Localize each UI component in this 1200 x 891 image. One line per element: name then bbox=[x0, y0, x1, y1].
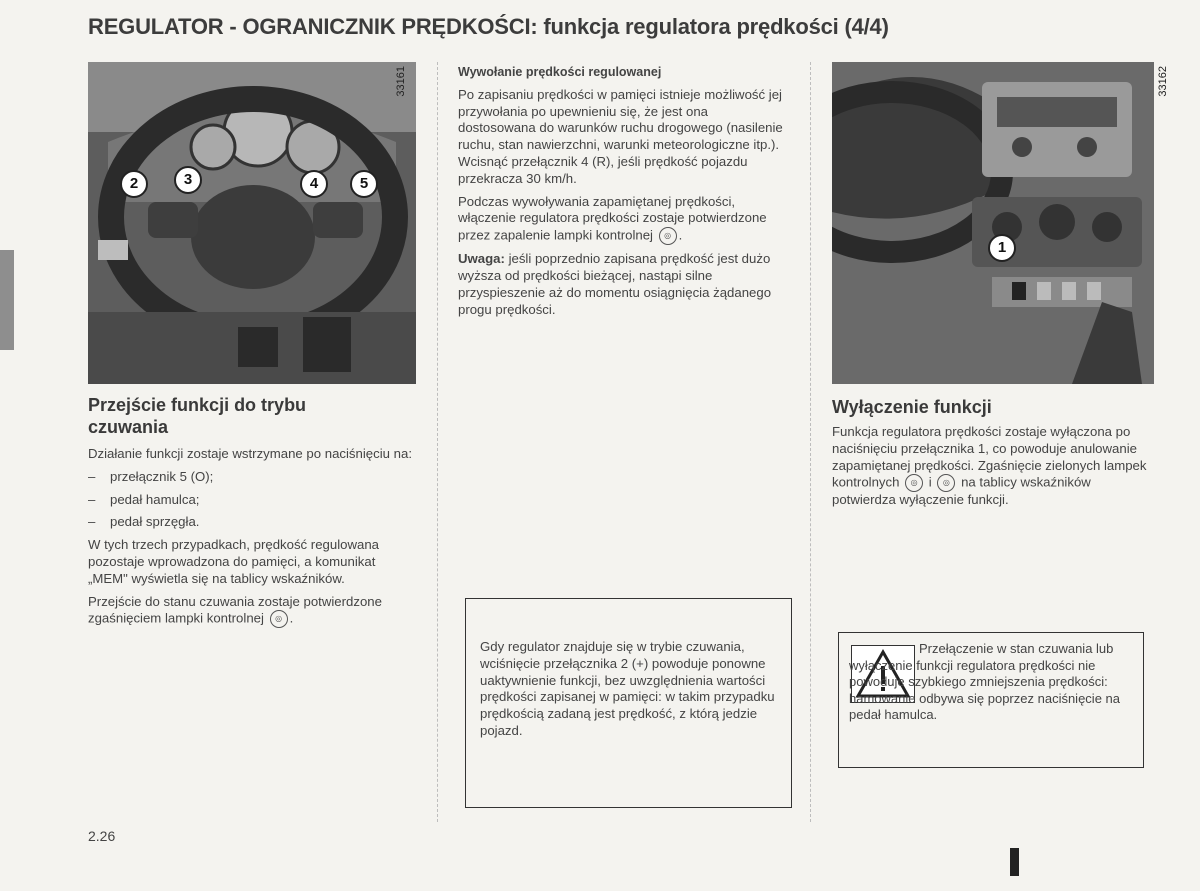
section-title-standby: Przejście funkcji do trybu czuwania bbox=[88, 395, 307, 437]
column-divider bbox=[810, 62, 811, 822]
info-box-text: Gdy regulator znajduje się w trybie czuwania, wciśnięcie przełącznika 2 (+) powoduje ponowne uaktywnienie funkcji, bez uwzględnienia wartości prędkości zapisanej w pamięci: w takim przypadku prędkością zadaną jest prędkość, z którą jedzie pojazd. bbox=[480, 639, 775, 738]
callout-3: 3 bbox=[174, 166, 202, 194]
list-item: – przełącznik 5 (O); bbox=[88, 468, 214, 484]
callout-5: 5 bbox=[350, 170, 378, 198]
standby-para2: Przejście do stanu czuwania zostaje potwierdzone zgaśnięciem lampki kontrolnej ◎ . bbox=[88, 594, 418, 629]
page-number: 2.26 bbox=[88, 828, 116, 844]
standby-intro: Działanie funkcji zostaje wstrzymane po naciśnięciu na: bbox=[88, 446, 412, 461]
standby-para1: W tych trzech przypadkach, prędkość regulowana pozostaje wprowadzona do pamięci, a komunikat „MEM" wyświetla się na tablicy wskaźników. bbox=[88, 537, 379, 586]
list-item: – pedał sprzęgła. bbox=[88, 514, 200, 530]
figure-code-left: 33161 bbox=[395, 66, 407, 97]
recall-note: Uwaga: jeśli poprzednio zapisana prędkość jest dużo wyższa od prędkości bieżącej, nastąpi silne przyspieszenie aż do momentu osiągnięcia żądanego progu prędkości. bbox=[458, 251, 772, 317]
cruise-control-lamp-icon: ◎ bbox=[270, 610, 288, 628]
column-divider bbox=[437, 62, 438, 822]
warning-box bbox=[838, 632, 1144, 768]
info-box bbox=[465, 598, 792, 808]
figure-code-right: 33162 bbox=[1157, 66, 1169, 97]
right-column-text bbox=[832, 424, 1154, 515]
page-title: REGULATOR - OGRANICZNIK PRĘDKOŚCI: funkcja regulatora prędkości (4/4) bbox=[88, 14, 889, 39]
section-title-disable: Wyłączenie funkcji bbox=[832, 397, 992, 417]
recall-para2: Podczas wywoływania zapamiętanej prędkości, włączenie regulatora prędkości zostaje potwierdzone przez zapalenie lampki kontrolnej ◎ . bbox=[458, 194, 788, 246]
callout-1: 1 bbox=[988, 234, 1016, 262]
cruise-control-lamp-icon: ◎ bbox=[659, 227, 677, 245]
list-item: – pedał hamulca; bbox=[88, 491, 200, 507]
steering-wheel-photo bbox=[88, 62, 416, 384]
middle-column-text bbox=[458, 64, 788, 324]
warning-text: Przełączenie w stan czuwania lub wyłączenie funkcji regulatora prędkości nie powoduje szybkiego zmniejszenia prędkości: hamowanie odbywa się poprzez naciśnięcie na pedał hamulca. bbox=[849, 641, 1120, 722]
callout-2: 2 bbox=[120, 170, 148, 198]
cruise-control-lamp-icon: ◎ bbox=[905, 474, 923, 492]
thumb-mark bbox=[1010, 848, 1019, 876]
left-column-text bbox=[88, 446, 418, 634]
callout-4: 4 bbox=[300, 170, 328, 198]
recall-para1: Po zapisaniu prędkości w pamięci istnieje możliwość jej przywołania po upewnieniu się, że jest ona dostosowana do warunków ruchu drogowego (nasilenie ruchu, stan nawierzchni, warunki meteorologiczne itp.). Wcisnąć przełącznik 4 (R), jeśli prędkość pojazdu przekracza 30 km/h. bbox=[458, 86, 783, 186]
cruise-control-lamp-icon: ◎ bbox=[937, 474, 955, 492]
dashboard-photo bbox=[832, 62, 1154, 384]
disable-para: Funkcja regulatora prędkości zostaje wyłączona po naciśnięciu przełącznika 1, co powoduje anulowanie zapamiętanej prędkości. Zgaśnięcie zielonych lampek kontrolnych ◎ i ◎ na tablicy wskaźników potwierdza wyłączenie funkcji. bbox=[832, 424, 1147, 508]
section-tab bbox=[0, 250, 14, 350]
recall-speed-subtitle: Wywołanie prędkości regulowanej bbox=[458, 65, 662, 79]
